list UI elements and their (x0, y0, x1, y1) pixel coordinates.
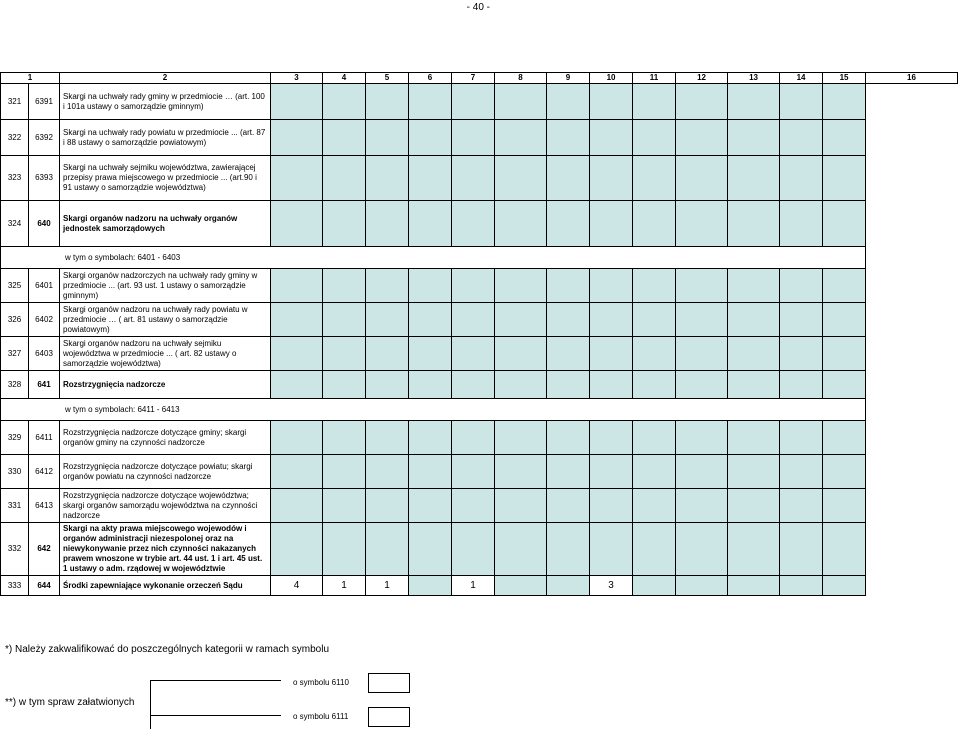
value-cell[interactable] (823, 303, 866, 337)
symbol-cell: 6413 (29, 489, 60, 523)
symbol-cell: 6411 (29, 421, 60, 455)
subheading-cell: w tym o symbolach: 6401 - 6403 (1, 247, 866, 269)
value-cell[interactable] (409, 156, 452, 201)
value-cell[interactable] (728, 455, 780, 489)
row-number-cell: 332 (1, 523, 29, 576)
value-cell[interactable] (323, 120, 366, 156)
value-cell[interactable] (547, 120, 590, 156)
table-row (1, 576, 958, 596)
value-cell[interactable] (676, 421, 728, 455)
description-cell: Skargi organów nadzoru na uchwały rady powiatu w przedmiocie … ( art. 81 ustawy o samorządzie powiatowym) (60, 303, 271, 337)
value-cell[interactable] (823, 455, 866, 489)
value-cell[interactable] (271, 421, 323, 455)
value-cell[interactable] (676, 269, 728, 303)
value-cell[interactable] (366, 84, 409, 120)
header-cell: 1 (1, 73, 60, 84)
bracket-line (150, 680, 281, 729)
value-cell[interactable] (323, 303, 366, 337)
value-cell[interactable] (547, 269, 590, 303)
description-cell: Rozstrzygnięcia nadzorcze dotyczące powiatu; skargi organów powiatu na czynności nadzorcze (60, 455, 271, 489)
value-cell[interactable] (823, 523, 866, 576)
value-cell[interactable] (590, 120, 633, 156)
header-cell: 15 (823, 73, 866, 84)
value-cell[interactable] (633, 576, 676, 596)
subheading-cell: w tym o symbolach: 6411 - 6413 (1, 399, 866, 421)
value-cell[interactable] (633, 156, 676, 201)
input-box-6110[interactable] (368, 673, 410, 693)
value-cell[interactable]: 1 (366, 576, 409, 596)
value-cell[interactable] (452, 371, 495, 399)
value-cell[interactable] (271, 84, 323, 120)
value-cell[interactable] (780, 371, 823, 399)
header-cell: 14 (780, 73, 823, 84)
value-cell[interactable] (676, 303, 728, 337)
header-cell: 5 (366, 73, 409, 84)
value-cell[interactable] (728, 156, 780, 201)
value-cell[interactable] (409, 455, 452, 489)
header-cell: 8 (495, 73, 547, 84)
value-cell[interactable] (547, 576, 590, 596)
value-cell[interactable] (366, 303, 409, 337)
header-cell: 2 (60, 73, 271, 84)
value-cell[interactable] (366, 455, 409, 489)
value-cell[interactable] (495, 371, 547, 399)
value-cell[interactable] (495, 84, 547, 120)
value-cell[interactable] (323, 489, 366, 523)
label-6110: o symbolu 6110 (293, 678, 349, 687)
table-row (1, 523, 958, 576)
row-number-cell: 329 (1, 421, 29, 455)
description-cell: Środki zapewniające wykonanie orzeczeń Sądu (60, 576, 271, 596)
value-cell[interactable] (495, 455, 547, 489)
value-cell[interactable] (590, 84, 633, 120)
value-cell[interactable] (452, 84, 495, 120)
value-cell[interactable] (271, 269, 323, 303)
value-cell[interactable] (409, 269, 452, 303)
row-number-cell: 327 (1, 337, 29, 371)
value-cell[interactable] (547, 489, 590, 523)
value-cell[interactable] (590, 156, 633, 201)
value-cell[interactable] (271, 523, 323, 576)
value-cell[interactable] (547, 303, 590, 337)
value-cell[interactable] (633, 84, 676, 120)
value-cell[interactable] (590, 523, 633, 576)
header-cell: 10 (590, 73, 633, 84)
value-cell[interactable] (323, 84, 366, 120)
symbol-cell: 6392 (29, 120, 60, 156)
value-cell[interactable] (676, 120, 728, 156)
value-cell[interactable] (590, 337, 633, 371)
value-cell[interactable] (323, 455, 366, 489)
header-cell: 13 (728, 73, 780, 84)
description-cell: Skargi organów nadzorczych na uchwały rady gminy w przedmiocie ... (art. 93 ust. 1 ustawy o samorządzie gminnym) (60, 269, 271, 303)
description-cell: Skargi organów nadzoru na uchwały organów jednostek samorządowych (60, 201, 271, 247)
value-cell[interactable] (366, 489, 409, 523)
value-cell[interactable] (728, 523, 780, 576)
value-cell[interactable] (728, 269, 780, 303)
value-cell[interactable] (590, 303, 633, 337)
value-cell[interactable] (323, 269, 366, 303)
symbol-cell: 6403 (29, 337, 60, 371)
row-number-cell: 333 (1, 576, 29, 596)
header-cell: 12 (676, 73, 728, 84)
header-row (1, 73, 958, 84)
table-row (1, 303, 958, 337)
value-cell[interactable] (676, 371, 728, 399)
value-cell[interactable] (633, 421, 676, 455)
value-cell[interactable] (633, 371, 676, 399)
row-number-cell: 323 (1, 156, 29, 201)
value-cell[interactable] (271, 455, 323, 489)
value-cell[interactable] (495, 421, 547, 455)
symbol-cell: 642 (29, 523, 60, 576)
table-row (1, 399, 958, 421)
table-row (1, 421, 958, 455)
row-number-cell: 330 (1, 455, 29, 489)
value-cell[interactable] (823, 489, 866, 523)
header-cell: 9 (547, 73, 590, 84)
value-cell[interactable] (823, 421, 866, 455)
description-cell: Skargi na uchwały sejmiku województwa, zawierającej przepisy prawa miejscowego w przedmiocie ... (art.90 i 91 ustawy o samorządzie województwa) (60, 156, 271, 201)
row-number-cell: 324 (1, 201, 29, 247)
value-cell[interactable] (676, 156, 728, 201)
label-6111: o symbolu 6111 (293, 712, 349, 721)
symbol-cell: 6401 (29, 269, 60, 303)
header-cell: 11 (633, 73, 676, 84)
value-cell[interactable] (271, 201, 323, 247)
value-cell[interactable] (271, 120, 323, 156)
value-cell[interactable] (271, 337, 323, 371)
value-cell[interactable] (366, 523, 409, 576)
value-cell[interactable] (728, 303, 780, 337)
value-cell[interactable] (323, 201, 366, 247)
value-cell[interactable] (633, 120, 676, 156)
table-row (1, 269, 958, 303)
value-cell[interactable] (495, 269, 547, 303)
table-row (1, 489, 958, 523)
value-cell[interactable] (780, 201, 823, 247)
table-row (1, 247, 958, 269)
description-cell: Skargi organów nadzoru na uchwały sejmiku województwa w przedmiocie ... ( art. 82 ustawy o samorządzie województwa) (60, 337, 271, 371)
table-row (1, 371, 958, 399)
value-cell[interactable] (452, 421, 495, 455)
description-cell: Skargi na akty prawa miejscowego wojewodów i organów administracji niezespolonej oraz na niewykonywanie przez nich czynności nakazanych prawem wnoszone w trybie art. 44 ust. 1 i art. 45 ust. 1 ustawy o adm. rządowej w województwie (60, 523, 271, 576)
value-cell[interactable] (780, 489, 823, 523)
value-cell[interactable] (676, 201, 728, 247)
value-cell[interactable] (495, 523, 547, 576)
header-cell: 16 (866, 73, 958, 84)
row-number-cell: 328 (1, 371, 29, 399)
row-number-cell: 322 (1, 120, 29, 156)
value-cell[interactable] (633, 337, 676, 371)
header-cell: 3 (271, 73, 323, 84)
value-cell[interactable] (823, 84, 866, 120)
value-cell[interactable] (323, 371, 366, 399)
value-cell[interactable] (323, 421, 366, 455)
row-number-cell: 331 (1, 489, 29, 523)
value-cell[interactable] (547, 337, 590, 371)
value-cell[interactable] (452, 337, 495, 371)
value-cell[interactable] (590, 421, 633, 455)
symbol-cell: 644 (29, 576, 60, 596)
value-cell[interactable] (728, 489, 780, 523)
row-number-cell: 325 (1, 269, 29, 303)
value-cell[interactable] (590, 201, 633, 247)
description-cell: Rozstrzygnięcia nadzorcze dotyczące województwa; skargi organów samorządu województwa na czynności nadzorcze (60, 489, 271, 523)
value-cell[interactable] (633, 489, 676, 523)
value-cell[interactable] (366, 269, 409, 303)
symbol-cell: 640 (29, 201, 60, 247)
symbol-cell: 6391 (29, 84, 60, 120)
value-cell[interactable] (728, 371, 780, 399)
value-cell[interactable] (366, 201, 409, 247)
value-cell[interactable] (495, 156, 547, 201)
value-cell[interactable] (409, 201, 452, 247)
value-cell[interactable] (823, 120, 866, 156)
value-cell[interactable] (452, 269, 495, 303)
value-cell[interactable] (780, 84, 823, 120)
value-cell[interactable] (409, 421, 452, 455)
value-cell[interactable] (780, 576, 823, 596)
input-box-6111[interactable] (368, 707, 410, 727)
value-cell[interactable] (823, 201, 866, 247)
value-cell[interactable] (780, 303, 823, 337)
value-cell[interactable] (728, 337, 780, 371)
value-cell[interactable] (366, 337, 409, 371)
symbol-cell: 6412 (29, 455, 60, 489)
value-cell[interactable] (633, 201, 676, 247)
value-cell[interactable] (452, 523, 495, 576)
value-cell[interactable] (676, 489, 728, 523)
value-cell[interactable] (495, 489, 547, 523)
value-cell[interactable] (780, 120, 823, 156)
value-cell[interactable] (728, 201, 780, 247)
value-cell[interactable]: 1 (452, 576, 495, 596)
value-cell[interactable] (366, 371, 409, 399)
value-cell[interactable] (409, 576, 452, 596)
value-cell[interactable] (590, 269, 633, 303)
value-cell[interactable] (676, 337, 728, 371)
value-cell[interactable] (271, 489, 323, 523)
symbol-cell: 6393 (29, 156, 60, 201)
value-cell[interactable] (409, 84, 452, 120)
value-cell[interactable] (366, 120, 409, 156)
value-cell[interactable] (495, 201, 547, 247)
header-cell: 4 (323, 73, 366, 84)
value-cell[interactable] (547, 84, 590, 120)
value-cell[interactable] (409, 120, 452, 156)
value-cell[interactable] (780, 421, 823, 455)
value-cell[interactable] (823, 576, 866, 596)
description-cell: Skargi na uchwały rady gminy w przedmiocie … (art. 100 i 101a ustawy o samorządzie gminnym) (60, 84, 271, 120)
value-cell[interactable] (780, 269, 823, 303)
value-cell[interactable] (271, 371, 323, 399)
value-cell[interactable] (633, 523, 676, 576)
description-cell: Rozstrzygnięcia nadzorcze (60, 371, 271, 399)
value-cell[interactable] (323, 523, 366, 576)
value-cell[interactable] (495, 337, 547, 371)
value-cell[interactable] (547, 421, 590, 455)
value-cell[interactable] (409, 337, 452, 371)
header-cell: 6 (409, 73, 452, 84)
value-cell[interactable] (409, 303, 452, 337)
value-cell[interactable] (676, 455, 728, 489)
table-row (1, 201, 958, 247)
value-cell[interactable] (633, 269, 676, 303)
value-cell[interactable] (452, 455, 495, 489)
value-cell[interactable] (547, 455, 590, 489)
table-row (1, 455, 958, 489)
value-cell[interactable] (780, 523, 823, 576)
value-cell[interactable] (823, 337, 866, 371)
value-cell[interactable] (633, 455, 676, 489)
value-cell[interactable] (823, 269, 866, 303)
value-cell[interactable] (547, 156, 590, 201)
value-cell[interactable] (452, 489, 495, 523)
value-cell[interactable] (780, 455, 823, 489)
value-cell[interactable] (495, 576, 547, 596)
value-cell[interactable] (409, 489, 452, 523)
footnote-categories: *) Należy zakwalifikować do poszczególnych kategorii w ramach symbolu (5, 644, 330, 655)
value-cell[interactable] (271, 156, 323, 201)
value-cell[interactable] (823, 371, 866, 399)
value-cell[interactable] (633, 303, 676, 337)
value-cell[interactable] (495, 303, 547, 337)
description-cell: Skargi na uchwały rady powiatu w przedmiocie ... (art. 87 i 88 ustawy o samorządzie powiatowym) (60, 120, 271, 156)
value-cell[interactable] (452, 201, 495, 247)
value-cell[interactable] (728, 421, 780, 455)
value-cell[interactable] (547, 201, 590, 247)
value-cell[interactable] (780, 337, 823, 371)
symbol-cell: 641 (29, 371, 60, 399)
page-number: - 40 - (466, 2, 490, 13)
table-row (1, 84, 958, 120)
value-cell[interactable] (590, 371, 633, 399)
header-cell: 7 (452, 73, 495, 84)
value-cell[interactable] (452, 156, 495, 201)
value-cell[interactable] (780, 156, 823, 201)
value-cell[interactable] (676, 523, 728, 576)
row-number-cell: 321 (1, 84, 29, 120)
value-cell[interactable] (409, 371, 452, 399)
statistics-table (0, 72, 958, 596)
value-cell[interactable] (590, 455, 633, 489)
value-cell[interactable] (271, 303, 323, 337)
value-cell[interactable] (452, 120, 495, 156)
table-row (1, 156, 958, 201)
value-cell[interactable] (823, 156, 866, 201)
value-cell[interactable]: 4 (271, 576, 323, 596)
row-number-cell: 326 (1, 303, 29, 337)
value-cell[interactable] (366, 156, 409, 201)
value-cell[interactable] (547, 523, 590, 576)
footnote-resolved: **) w tym spraw załatwionych (5, 697, 135, 708)
value-cell[interactable] (590, 489, 633, 523)
value-cell[interactable] (452, 303, 495, 337)
value-cell[interactable] (728, 84, 780, 120)
symbol-cell: 6402 (29, 303, 60, 337)
value-cell[interactable] (323, 337, 366, 371)
value-cell[interactable]: 3 (590, 576, 633, 596)
value-cell[interactable] (676, 84, 728, 120)
value-cell[interactable]: 1 (323, 576, 366, 596)
value-cell[interactable] (495, 120, 547, 156)
value-cell[interactable] (728, 576, 780, 596)
description-cell: Rozstrzygnięcia nadzorcze dotyczące gminy; skargi organów gminy na czynności nadzorcze (60, 421, 271, 455)
table-row (1, 120, 958, 156)
table-row (1, 337, 958, 371)
value-cell[interactable] (409, 523, 452, 576)
value-cell[interactable] (728, 120, 780, 156)
value-cell[interactable] (323, 156, 366, 201)
value-cell[interactable] (547, 371, 590, 399)
value-cell[interactable] (676, 576, 728, 596)
value-cell[interactable] (366, 421, 409, 455)
